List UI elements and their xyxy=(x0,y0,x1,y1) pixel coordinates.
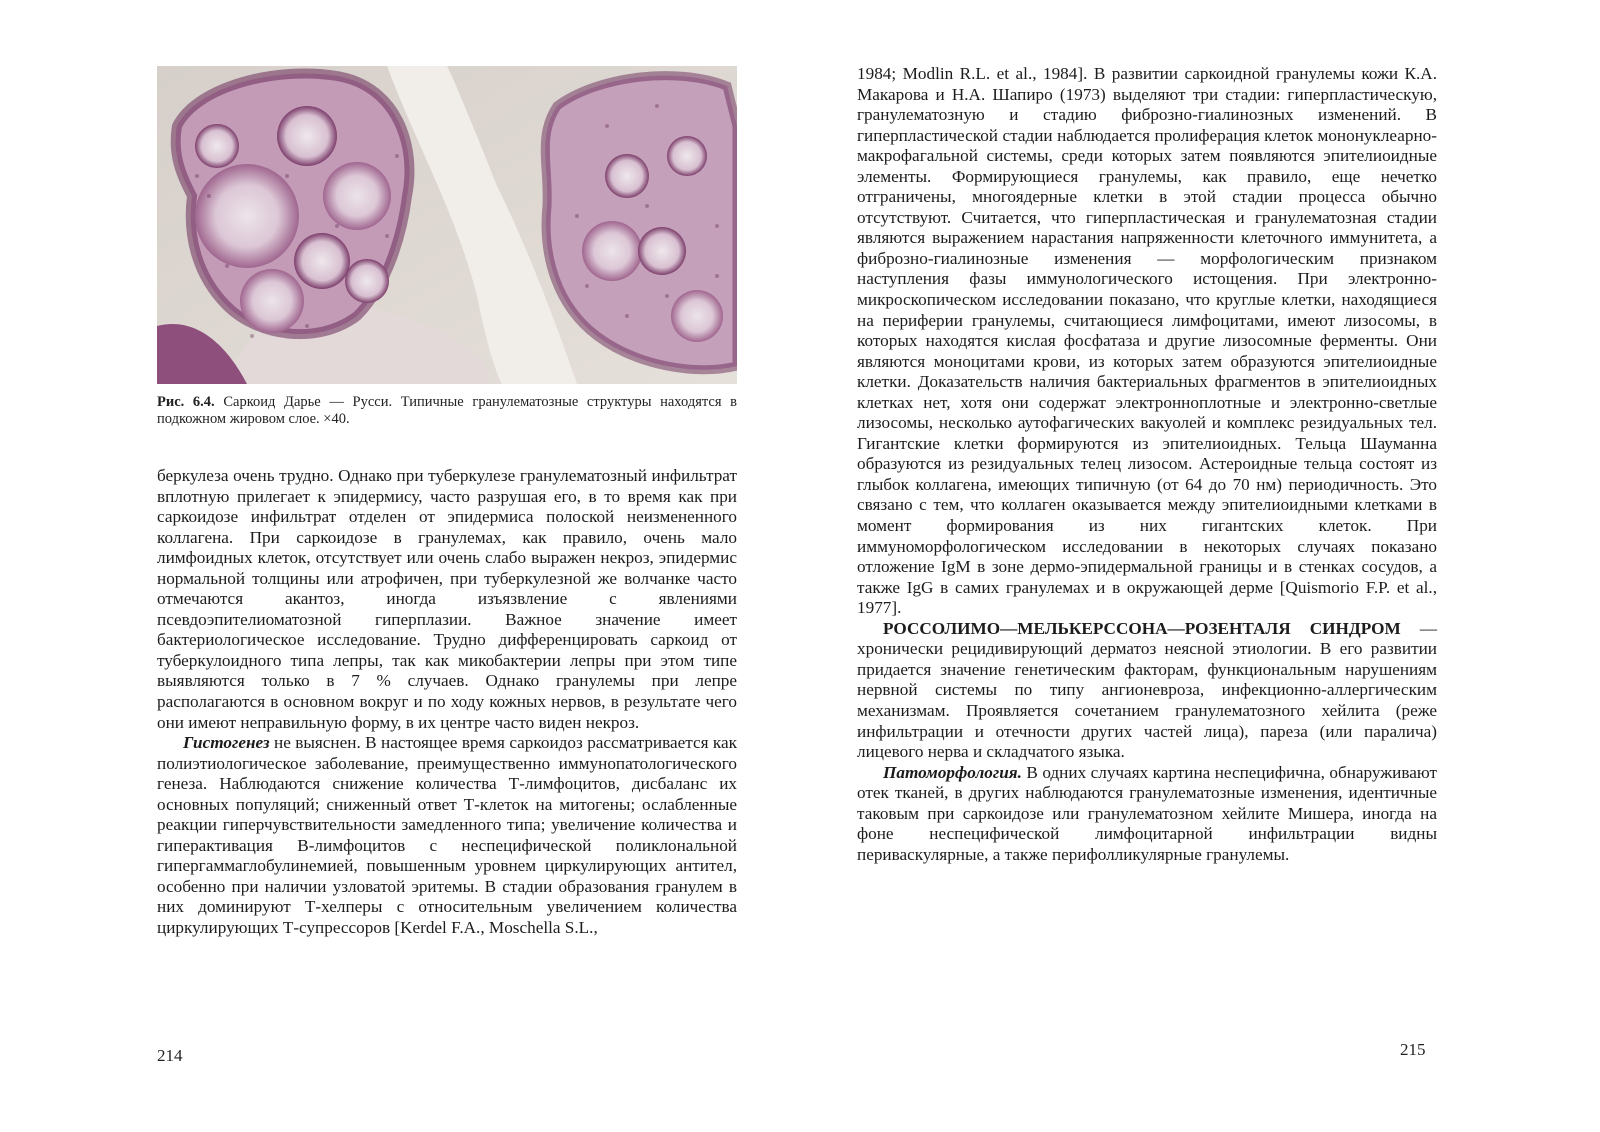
left-paragraph-1: беркулеза очень трудно. Однако при туберкулезе гранулематозный инфильтрат вплотную прилегает к эпидермису, часто разрушая его, в то время как при саркоидозе инфильтрат отделен от эпидермиса полоской неизмененного коллагена. При саркоидозе в гранулемах, как правило, очень мало лимфоидных клеток, отсутствует или очень слабо выражен некроз, эпидермис нормальной толщины или атрофичен, при туберкулезной же волчанке часто отмечаются акантоз, иногда изъязвление с явлениями псевдоэпителиоматозной гиперплазии. Важное значение имеет бактериологическое исследование. Трудно дифференцировать саркоид от туберкулоидного типа лепры, так как микобактерии лепры при этом типе выявляются только в 7 % случаев. Однако гранулемы при лепре располагаются в основном вокруг и по ходу кожных нервов, в результате чего они имеют неправильную форму, в их центре часто виден некроз. xyxy=(157,466,737,732)
page-number-left: 214 xyxy=(157,1046,183,1065)
right-text-column xyxy=(857,64,1437,865)
micrograph-image xyxy=(157,66,737,384)
syndrome-text: — хронически рецидивирующий дерматоз неясной этиологии. В его развитии придается значение генетическим факторам, функциональным нарушениям нервной системы по типу ангионевроза, инфекционно-аллергическим механизмам. Проявляется сочетанием гранулематозного хейлита (реже инфильтрации и отечности других частей лица), пареза (или паралича) лицевого нерва и складчатого языка. xyxy=(857,618,1438,762)
histogenesis-text: не выяснен. В настоящее время саркоидоз рассматривается как полиэтиологическое заболевание, преимущественно иммунопатологического генеза. Наблюдаются снижение количества Т-лимфоцитов, дисбаланс их основных популяций; сниженный ответ Т-клеток на митогены; ослабленные реакции гиперчувствительности замедленного типа; увеличение количества и гиперактивация В-лимфоцитов с неспецифической поликлональной гипергаммаглобулинемией, повышенным уровнем циркулирующих антител, особенно при наличии узловатой эритемы. В стадии образования гранулем в них доминируют Т-хелперы с относительным увеличением количества циркулирующих Т-супрессоров [Kerdel F.A., Moschella S.L., xyxy=(157,733,737,938)
right-paragraph-syndrome xyxy=(857,619,1437,763)
histology-micrograph xyxy=(157,66,737,384)
figure-caption-text: Саркоид Дарье — Русси. Типичные гранулематозные структуры находятся в подкожном жировом слое. ×40. xyxy=(157,394,737,427)
figure-caption xyxy=(157,394,737,428)
syndrome-heading: РОССОЛИМО—МЕЛЬКЕРССОНА—РОЗЕНТАЛЯ СИНДРОМ xyxy=(883,618,1401,638)
right-paragraph-pathomorphology xyxy=(857,763,1437,866)
right-paragraph-1: 1984; Modlin R.L. et al., 1984]. В развитии саркоидной гранулемы кожи К.А. Макарова и Н.А. Шапиро (1973) выделяют три стадии: гиперпластическую, гранулематозную и стадию фиброзно-гиалинозных изменений. В гиперпластической стадии наблюдается пролиферация клеток мононуклеарно-макрофагальной системы, среди которых затем появляются эпителиоидные элементы. Формирующиеся гранулемы, как правило, еще нечетко отграничены, многоядерные клетки в этой стадии процесса обычно отсутствуют. Считается, что гиперпластическая и гранулематозная стадии являются выражением нарастания напряженности клеточного иммунитета, а фиброзно-гиалинозные изменения — морфологическим признаком наступления фазы иммунологического истощения. При электронно-микроскопическом исследовании показано, что круглые клетки, находящиеся на периферии гранулемы, считающиеся лимфоцитами, имеют лизосомы, в которых находятся кислая фосфатаза и другие лизосомные ферменты. Они являются моноцитами крови, из которых затем образуются эпителиоидные клетки. Доказательств наличия бактериальных фрагментов в эпителиоидных клетках нет, хотя они содержат электронноплотные и электронно-светлые лизосомы, несколько аутофагических вакуолей и комплекс резидуальных тел. Гигантские клетки формируются из эпителиоидных. Тельца Шауманна образуются из резидуальных телец лизосом. Астероидные тельца состоят из глыбок коллагена, имеющих типичную (от 64 до 70 нм) периодичность. Это связано с тем, что коллаген оказывается между эпителиоидными клетками в момент формирования из них гигантских клеток. При иммуноморфологическом исследовании в некоторых случаях показано отложение IgM в зоне дермо-эпидермальной границы и в стенках сосудов, а также IgG в самих гранулемах и в окружающей дерме [Quismorio F.P. et al., 1977]. xyxy=(857,64,1437,618)
left-paragraph-histogenesis xyxy=(157,733,737,938)
histogenesis-term: Гистогенез xyxy=(183,733,270,753)
figure-caption-label: Рис. 6.4. xyxy=(157,394,215,410)
page-number-right: 215 xyxy=(1400,1040,1426,1059)
pathomorphology-term: Патоморфология. xyxy=(883,762,1022,782)
right-page xyxy=(800,0,1600,1132)
left-text-column xyxy=(157,466,737,939)
pathomorphology-text: В одних случаях картина неспецифична, обнаруживают отек тканей, в других наблюдаются гранулематозные изменения, идентичные таковым при саркоидозе или гранулематозном хейлите Мишера, иногда на фоне неспецифической лимфоцитарной инфильтрации видны периваскулярные, а также перифолликулярные гранулемы. xyxy=(857,762,1437,864)
